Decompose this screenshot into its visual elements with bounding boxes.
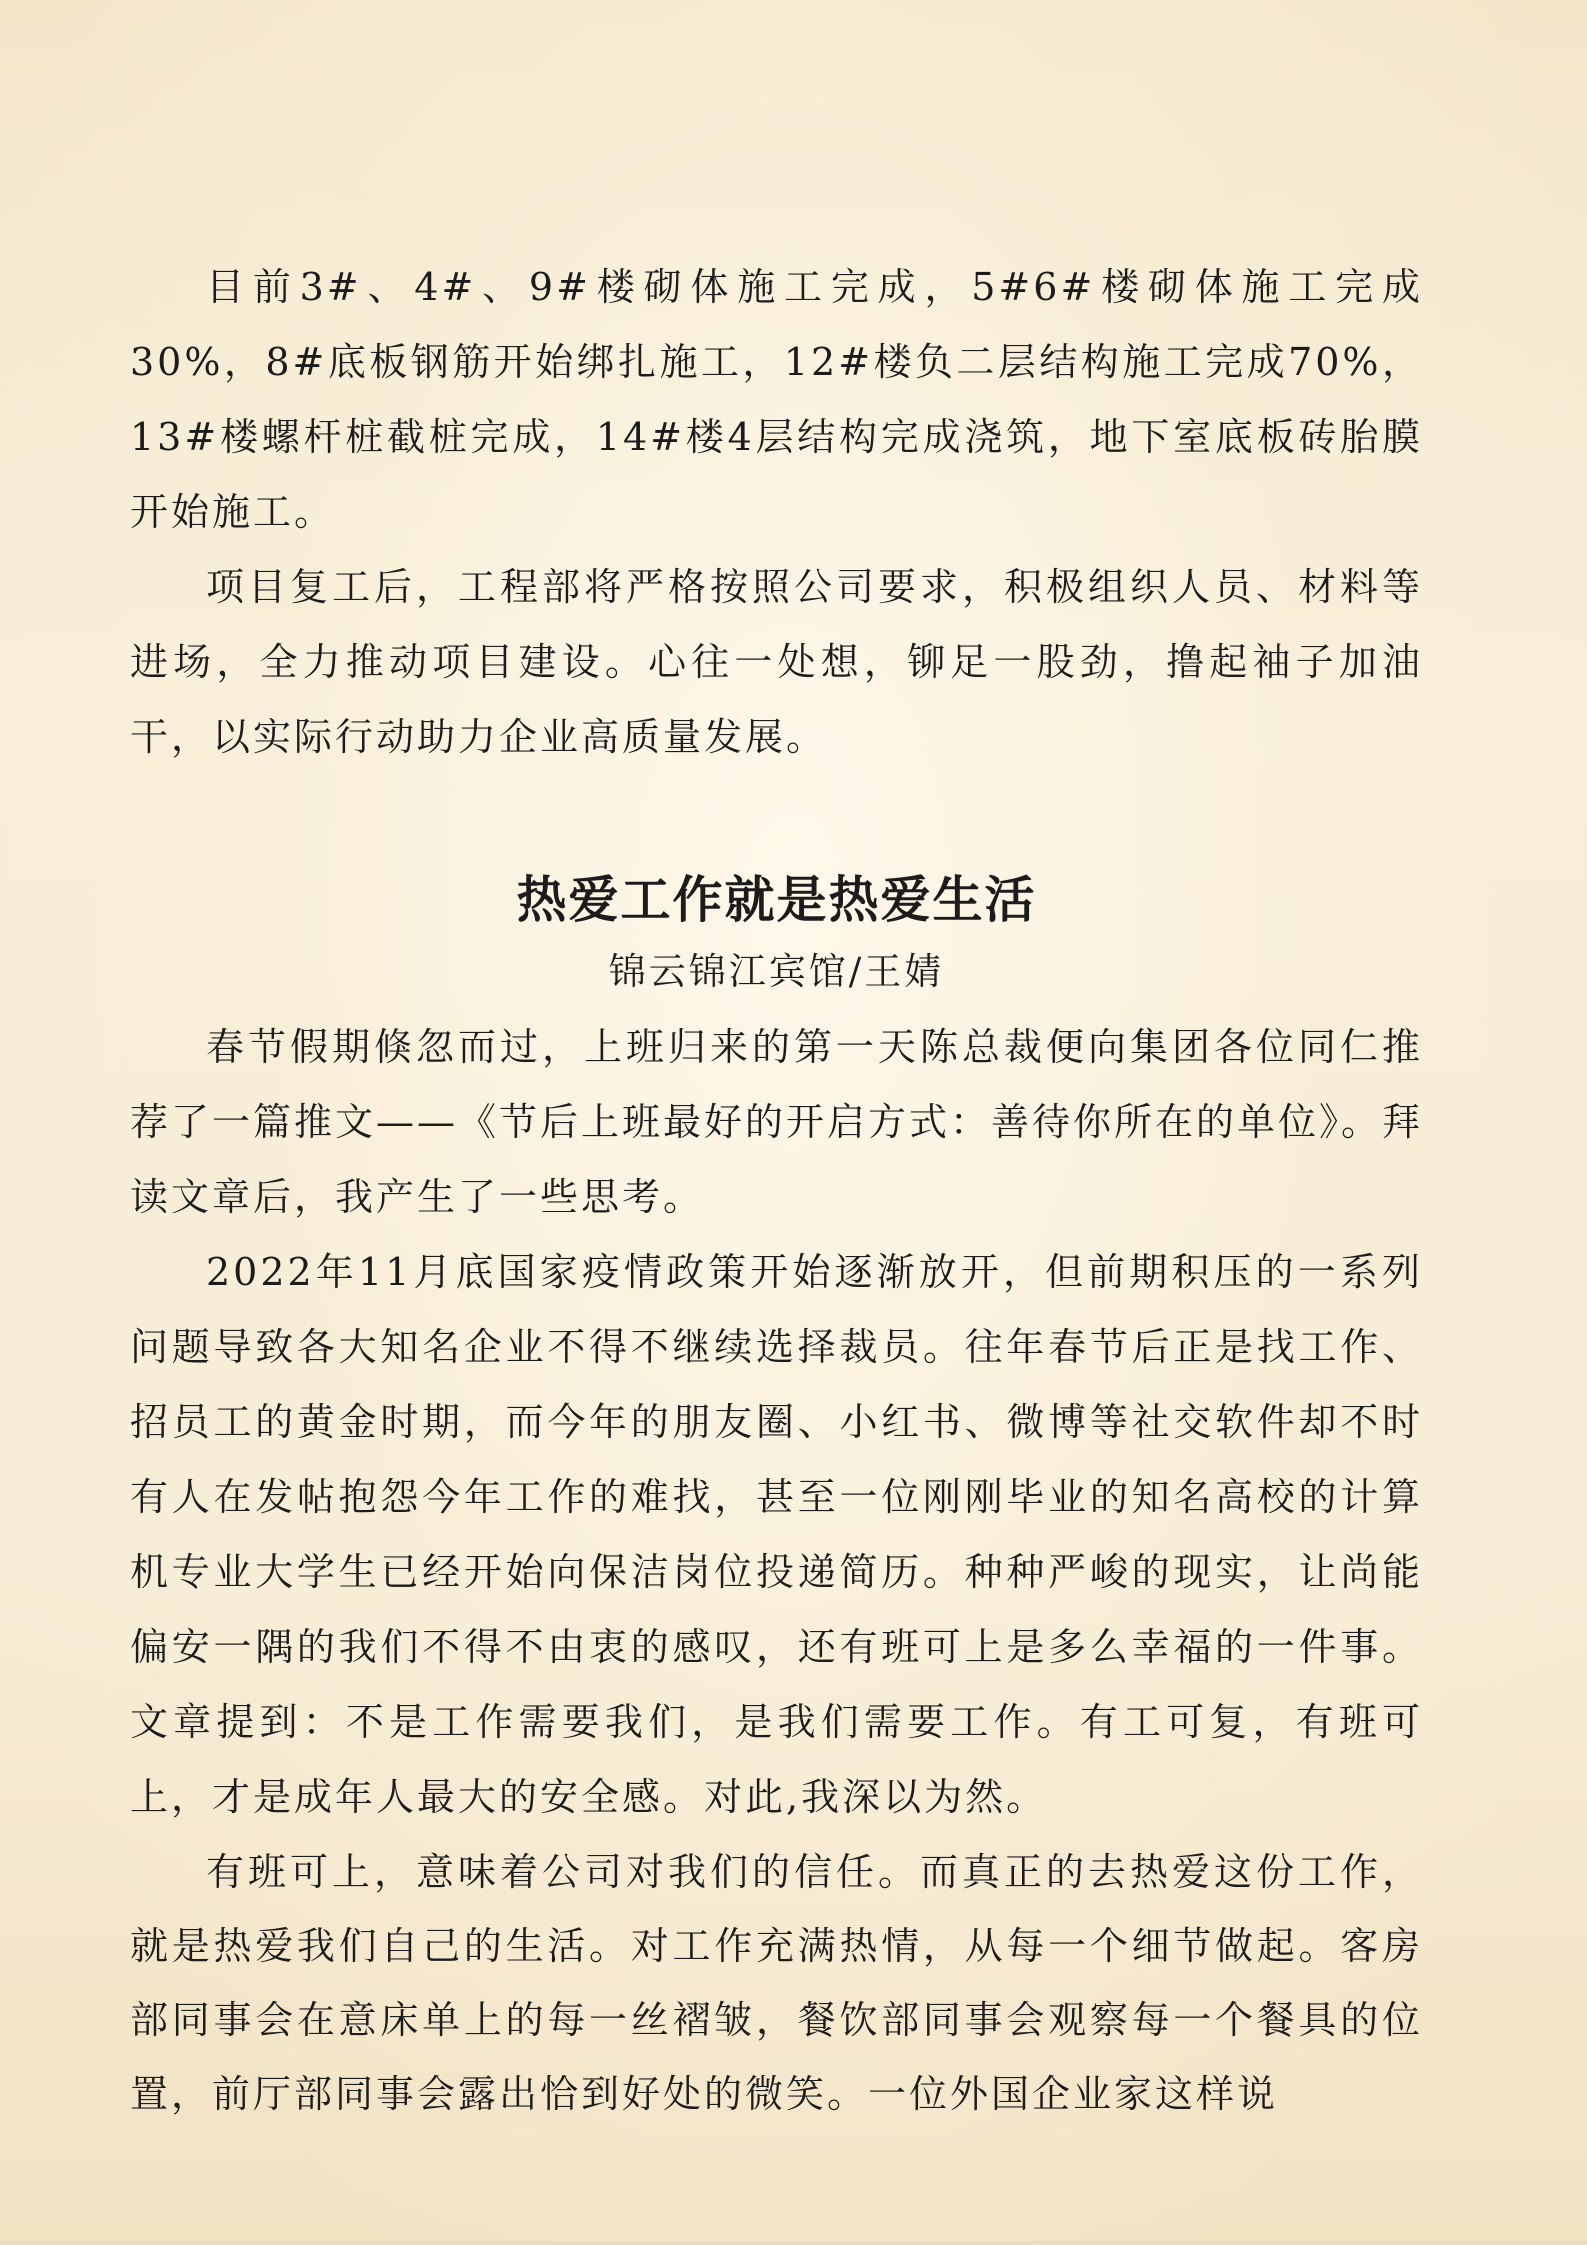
article-section bbox=[130, 860, 1423, 2131]
article-paragraph-1: 春节假期倏忽而过，上班归来的第一天陈总裁便向集团各位同仁推荐了一篇推文——《节后上班最好的开启方式：善待你所在的单位》。拜读文章后，我产生了一些思考。 bbox=[130, 1025, 1424, 1219]
article-paragraph-3: 有班可上，意味着公司对我们的信任。而真正的去热爱这份工作，就是热爱我们自己的生活。对工作充满热情，从每一个细节做起。客房部同事会在意床单上的每一丝褶皱，餐饮部同事会观察每一个餐具的位置，前厅部同事会露出恰到好处的微笑。一位外国企业家这样说 bbox=[130, 1850, 1423, 2116]
article-byline: 锦云锦江宾馆/王婧 bbox=[608, 950, 945, 993]
article-title: 热爱工作就是热爱生活 bbox=[516, 871, 1037, 929]
section-spacer bbox=[130, 775, 1423, 850]
paragraph-resumption-plan: 项目复工后，工程部将严格按照公司要求，积极组织人员、材料等进场，全力推动项目建设。心往一处想，铆足一股劲，撸起袖子加油干，以实际行动助力企业高质量发展。 bbox=[130, 565, 1423, 759]
page-bottom-edge bbox=[0, 2241, 1587, 2245]
paragraph-construction-progress: 目前3#、4#、9#楼砌体施工完成，5#6#楼砌体施工完成30%，8#底板钢筋开始绑扎施工，12#楼负二层结构施工完成70%，13#楼螺杆桩截桩完成，14#楼4层结构完成浇筑，地下室底板砖胎膜开始施工。 bbox=[130, 265, 1423, 534]
top-section bbox=[130, 250, 1423, 775]
article-paragraph-2: 2022年11月底国家疫情政策开始逐渐放开，但前期积压的一系列问题导致各大知名企业不得不继续选择裁员。往年春节后正是找工作、招员工的黄金时期，而今年的朋友圈、小红书、微博等社交软件却不时有人在发帖抱怨今年工作的难找，甚至一位刚刚毕业的知名高校的计算机专业大学生已经开始向保洁岗位投递简历。种种严峻的现实，让尚能偏安一隅的我们不得不由衷的感叹，还有班可上是多么幸福的一件事。文章提到：不是工作需要我们，是我们需要工作。有工可复，有班可上，才是成年人最大的安全感。对此,我深以为然。 bbox=[130, 1250, 1423, 1819]
